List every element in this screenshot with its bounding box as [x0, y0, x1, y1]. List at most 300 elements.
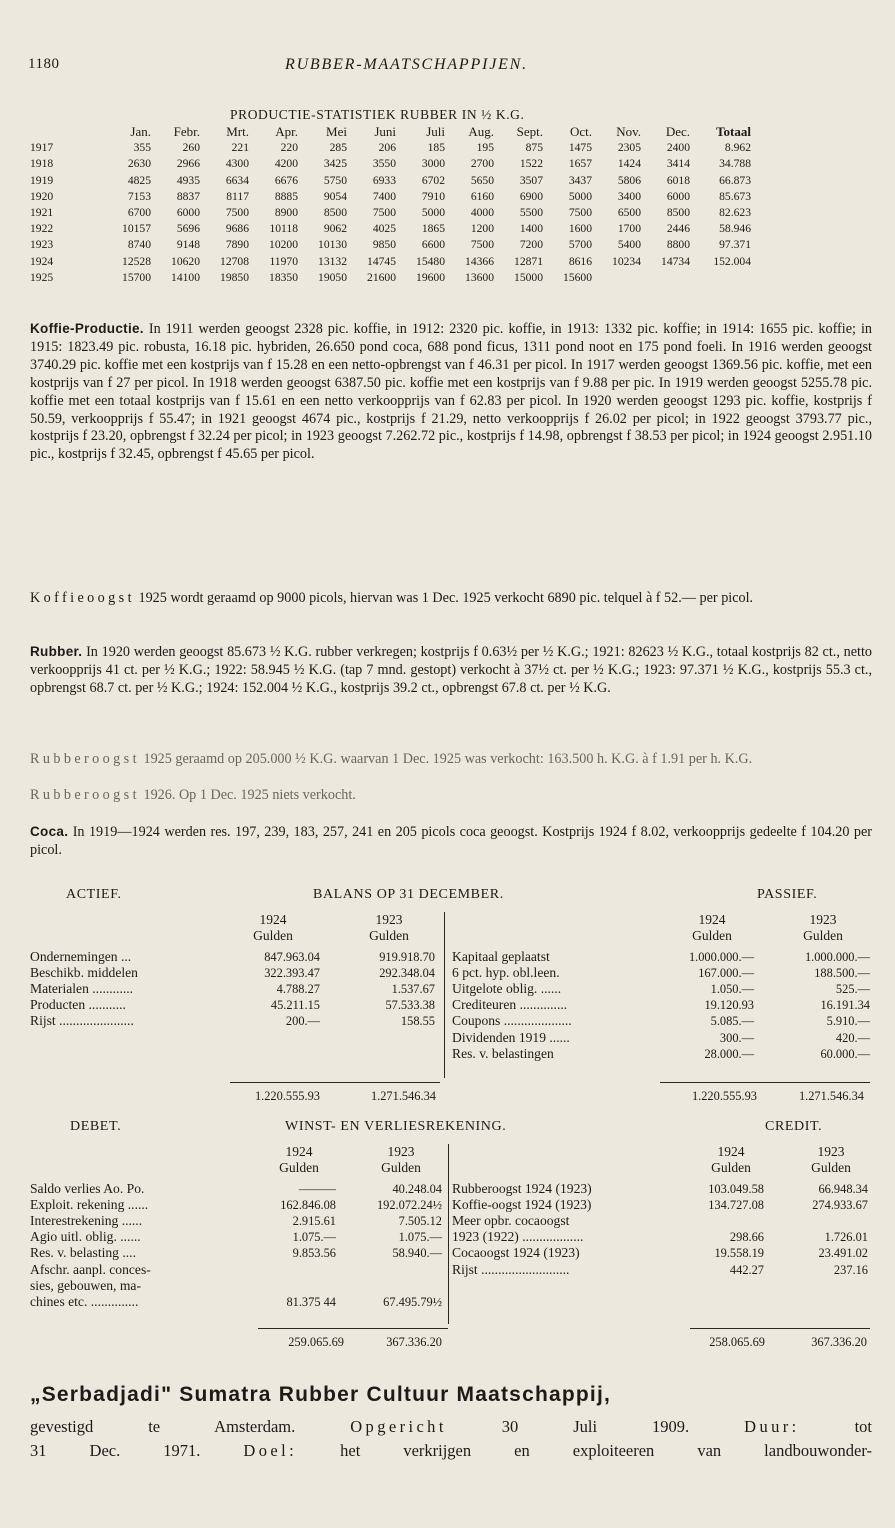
passief-row	[452, 981, 872, 997]
header-cell: Oct.	[569, 124, 592, 139]
value-cell: 152.004	[713, 254, 751, 268]
value-cell: 18350	[269, 270, 298, 284]
value-cell: 8900	[274, 206, 298, 220]
value-1923: 420.—	[835, 1030, 870, 1045]
value-1923: 57.533.38	[385, 998, 435, 1013]
value-1923: 7.505.12	[398, 1214, 442, 1229]
value-1924: 19.558.19	[714, 1246, 764, 1261]
rubber-label: Rubber.	[30, 644, 83, 659]
debet-row	[30, 1197, 450, 1213]
value-cell: 2966	[176, 157, 200, 171]
year-cell: 1918	[30, 157, 54, 171]
unit-label: Gulden	[711, 1160, 751, 1175]
value-cell: 9850	[372, 238, 396, 252]
value-1924: 1.075.—	[292, 1230, 336, 1245]
value-1924: ———	[298, 1182, 336, 1196]
winst-title: WINST- EN VERLIESREKENING.	[285, 1119, 507, 1134]
row-label: 6 pct. hyp. obl.leen.	[452, 965, 560, 981]
unit-label: Gulden	[253, 928, 293, 943]
rubberoogst-text-1: 1925 geraamd op 205.000 ½ K.G. waarvan 1 Dec. 1925 was verkocht: 163.500 h. K.G. à f 1.91 per h. K.G.	[139, 751, 753, 767]
value-cell: 2630	[127, 157, 151, 171]
koffie-paragraph	[30, 320, 872, 464]
row-label: Dividenden 1919 ......	[452, 1029, 570, 1045]
year-label: 1924	[717, 1144, 745, 1159]
debet-row	[30, 1262, 450, 1278]
debet-row	[30, 1229, 450, 1245]
value-cell: 2700	[470, 157, 494, 171]
value-1924: 298.66	[729, 1230, 764, 1245]
credit-row	[452, 1229, 872, 1245]
value-cell: 4200	[274, 157, 298, 171]
row-label: 1923 (1922) ..................	[452, 1229, 584, 1245]
value-1923: 274.933.67	[812, 1198, 868, 1213]
value-cell: 14734	[661, 254, 690, 268]
value-1923: 67.495.79½	[383, 1294, 442, 1309]
company-line2-b: het verkrijgen en exploiteeren van landbouwonder-	[297, 1441, 872, 1460]
value-cell: 7500	[372, 206, 396, 220]
value-cell: 6900	[519, 189, 543, 203]
winst-total-right-1924: 258.065.69	[709, 1335, 765, 1349]
value-cell: 19050	[318, 270, 347, 284]
value-cell: 1865	[421, 222, 445, 236]
koffie-label: Koffie-Productie.	[30, 321, 144, 336]
value-1923: 23.491.02	[818, 1246, 868, 1261]
value-1923: 192.072.24½	[376, 1198, 442, 1213]
year-cell: 1923	[30, 238, 54, 252]
value-cell: 8500	[666, 206, 690, 220]
value-1924: 2.915.61	[292, 1214, 336, 1229]
rubber-text: In 1920 werden geoogst 85.673 ½ K.G. rubber verkregen; kostprijs f 0.63½ per ½ K.G.; 1921: 82623 ½ K.G., totaal kostprijs 82 ct., netto verkoopprijs 41 ct. per ½ K.G.; 1922: 58.945 ½ K.G. (tap 7 mnd. gestopt) verkocht à 37½ ct. per ½ K.G.; 1923: 97.371 ½ K.G., kostprijs 55.3 ct., opbrengst 68.7 ct. per ½ K.G.; 1924: 152.004 ½ K.G., kostprijs 39.2 ct., opbrengst 67.8 ct. per ½ K.G.	[30, 644, 872, 696]
production-row	[30, 173, 751, 189]
balans-colhead-left-1923	[348, 912, 430, 944]
row-label: Meer opbr. cocaoogst	[452, 1213, 570, 1229]
value-1924: 442.27	[729, 1262, 764, 1277]
production-title: PRODUCTIE-STATISTIEK RUBBER IN ½ K.G.	[230, 107, 525, 122]
header-cell: Jan.	[130, 124, 151, 139]
value-cell: 2400	[666, 141, 690, 155]
value-cell: 260	[182, 141, 200, 155]
year-label: 1923	[375, 912, 403, 927]
value-cell: 14745	[367, 254, 396, 268]
unit-label: Gulden	[803, 928, 843, 943]
credit-row	[452, 1197, 872, 1213]
value-cell: 875	[525, 141, 543, 155]
value-1923: 292.348.04	[379, 966, 435, 981]
credit-row	[452, 1213, 872, 1229]
row-label: Rijst ..........................	[452, 1261, 570, 1277]
value-cell: 13132	[318, 254, 347, 268]
year-cell: 1925	[30, 270, 54, 284]
year-label: 1923	[809, 912, 837, 927]
value-cell: 10157	[122, 222, 151, 236]
value-cell: 8.962	[724, 141, 751, 155]
company-line1-spaced: Opgericht	[350, 1417, 447, 1436]
header-cell: Aug.	[468, 124, 494, 139]
credit-row	[452, 1181, 872, 1197]
value-1923: 1.537.67	[391, 982, 435, 997]
koffieoogst-paragraph	[30, 590, 872, 608]
value-cell: 10130	[318, 238, 347, 252]
row-label: Uitgelote oblig. ......	[452, 981, 562, 997]
year-cell: 1921	[30, 206, 54, 220]
value-1924: 103.049.58	[708, 1182, 764, 1196]
row-label: Kapitaal geplaatst	[452, 949, 550, 964]
year-cell: 1919	[30, 173, 54, 187]
value-cell: 2305	[617, 141, 641, 155]
value-1924: 200.—	[285, 1014, 320, 1029]
value-cell: 1522	[519, 157, 543, 171]
value-cell: 7153	[127, 189, 151, 203]
balans-total-left-1924: 1.220.555.93	[254, 1089, 320, 1103]
unit-label: Gulden	[692, 928, 732, 943]
value-cell: 6702	[421, 173, 445, 187]
value-cell: 5806	[617, 173, 641, 187]
company-heading: „Serbadjadi" Sumatra Rubber Cultuur Maatschappij,	[30, 1383, 612, 1406]
value-1924: 81.375 44	[286, 1294, 336, 1309]
value-cell: 195	[476, 141, 494, 155]
value-cell: 5000	[421, 206, 445, 220]
year-label: 1924	[285, 1144, 313, 1159]
winst-total-rule-right	[690, 1328, 870, 1329]
row-label: sies, gebouwen, ma-	[30, 1277, 141, 1293]
running-title: RUBBER-MAATSCHAPPIJEN.	[285, 56, 528, 73]
header-cell: Febr.	[173, 124, 200, 139]
value-1923: 16.191.34	[820, 998, 870, 1013]
rubberoogst-spaced-2: Rubberoogst	[30, 787, 140, 803]
value-cell: 185	[427, 141, 445, 155]
year-cell: 1922	[30, 222, 54, 236]
company-line1-c: tot	[799, 1417, 873, 1436]
winst-total-rule-left	[258, 1328, 448, 1329]
value-cell: 355	[133, 141, 151, 155]
winst-colhead-right-1923	[790, 1144, 872, 1176]
year-label: 1923	[817, 1144, 845, 1159]
value-cell: 4935	[176, 173, 200, 187]
credit-row	[452, 1245, 872, 1261]
row-label: Cocaoogst 1924 (1923)	[452, 1245, 580, 1261]
value-cell: 15480	[416, 254, 445, 268]
row-label: Producten ...........	[30, 997, 126, 1013]
value-cell: 6160	[470, 189, 494, 203]
debet-row	[30, 1245, 450, 1261]
production-row	[30, 270, 751, 286]
balans-divider	[444, 912, 445, 1078]
value-cell: 3507	[519, 173, 543, 187]
value-cell: 6018	[666, 173, 690, 187]
passief-row	[452, 997, 872, 1013]
production-table	[30, 124, 751, 286]
value-1923: 919.918.70	[379, 950, 435, 964]
balans-colhead-right-1923	[782, 912, 864, 944]
balans-total-rule-left	[230, 1082, 440, 1083]
value-1924: 167.000.—	[698, 966, 754, 981]
year-label: 1924	[259, 912, 287, 927]
value-cell	[641, 270, 690, 286]
value-cell	[690, 270, 751, 286]
passief-row	[452, 965, 872, 981]
value-1924: 45.211.15	[270, 998, 320, 1013]
value-cell: 9054	[323, 189, 347, 203]
actief-row	[30, 981, 435, 997]
koffieoogst-spaced: Koffieoogst	[30, 590, 135, 606]
value-cell: 4825	[127, 173, 151, 187]
value-1923: 525.—	[835, 982, 870, 997]
passief-row	[452, 1046, 872, 1062]
row-label: Res. v. belasting ....	[30, 1245, 136, 1261]
value-1924: 5.085.—	[710, 1014, 754, 1029]
production-header-row	[30, 124, 751, 140]
winst-total-right-1923: 367.336.20	[811, 1335, 867, 1349]
winst-colhead-left-1924	[258, 1144, 340, 1176]
header-cell: Mei	[326, 124, 347, 139]
company-line-2	[30, 1440, 872, 1462]
value-cell: 8500	[323, 206, 347, 220]
company-line1-b: 30 Juli 1909.	[446, 1417, 690, 1436]
row-label: Exploit. rekening ......	[30, 1197, 149, 1213]
value-cell: 19600	[416, 270, 445, 284]
row-label: chines etc. ..............	[30, 1293, 139, 1309]
debet-row	[30, 1294, 450, 1310]
value-cell: 10118	[269, 222, 298, 236]
value-1923: 40.248.04	[392, 1182, 442, 1196]
actief-row	[30, 949, 435, 965]
value-cell: 19850	[220, 270, 249, 284]
value-cell: 21600	[367, 270, 396, 284]
header-cell: Dec.	[665, 124, 690, 139]
value-cell: 7500	[225, 206, 249, 220]
unit-label: Gulden	[381, 1160, 421, 1175]
value-cell: 5700	[568, 238, 592, 252]
value-cell: 6933	[372, 173, 396, 187]
header-cell: Juni	[374, 124, 396, 139]
balans-colhead-right-1924	[671, 912, 753, 944]
value-cell: 3000	[421, 157, 445, 171]
koffie-text: In 1911 werden geoogst 2328 pic. koffie, in 1912: 2320 pic. koffie, in 1913: 1332 pic. koffie; in 1914: 1655 pic. koffie; in 1915: 1823.49 pic. robusta, 16.18 pic. hybriden, 26.650 pond coca, 688 pond ficus, 1311 pond noot en 175 pond foeli. In 1916 werden geoogst 3740.29 pic. koffie met een kostprijs van f 15.28 en een netto-opbrengst van f 46.31 per picol. In 1917 werden geoogst 1369.56 pic. koffie, met een kostprijs van f 27 per picol. In 1918 werden geoogst 6387.50 pic. koffie met een kostprijs van f 9.88 per pic. In 1919 werden geoogst 5255.78 pic. koffie met een totaal kostprijs van f 15.61 en een netto verkoopprijs van f 62.83 per picol. In 1920 werden geoogst 1293 pic. koffie, kostprijs f 50.59, verkoopprijs f 55.47; in 1921 geoogst 4674 pic., kostprijs f 21.29, netto verkoopprijs f 26.02 per picol; in 1922 geoogst 3793.77 pic., kostprijs f 23.20, opbrengst f 32.24 per picol; in 1923 geoogst 7.262.72 pic., kostprijs f 14.98, opbrengst f 38.53 per picol; in 1924 geoogst 2.951.10 pic., kostprijs f 32.45, opbrengst f 45.65 per picol.	[30, 321, 872, 463]
header-cell-year	[30, 124, 102, 140]
rubberoogst-paragraph-1	[30, 751, 872, 769]
production-row	[30, 140, 751, 156]
value-cell: 7500	[470, 238, 494, 252]
value-cell: 3437	[568, 173, 592, 187]
unit-label: Gulden	[369, 928, 409, 943]
unit-label: Gulden	[279, 1160, 319, 1175]
value-1923: 188.500.—	[814, 966, 870, 981]
rubberoogst-spaced-1: Rubberoogst	[30, 751, 140, 767]
company-line2-a: 31 Dec. 1971.	[30, 1441, 201, 1460]
winst-divider	[448, 1144, 449, 1324]
value-cell: 7400	[372, 189, 396, 203]
value-cell: 14100	[171, 270, 200, 284]
page-header	[30, 56, 870, 78]
value-cell: 15000	[514, 270, 543, 284]
value-1924: 19.120.93	[704, 998, 754, 1013]
row-label: Beschikb. middelen	[30, 965, 138, 981]
winst-colhead-left-1923	[360, 1144, 442, 1176]
value-1924: 322.393.47	[264, 966, 320, 981]
value-cell: 9148	[176, 238, 200, 252]
production-row	[30, 237, 751, 253]
value-cell: 5500	[519, 206, 543, 220]
value-1923: 1.075.—	[398, 1230, 442, 1245]
passief-row	[452, 1030, 872, 1046]
value-cell: 5650	[470, 173, 494, 187]
balans-total-right-1924: 1.220.555.93	[691, 1089, 757, 1103]
year-cell: 1924	[30, 254, 54, 268]
row-label: Res. v. belastingen	[452, 1045, 554, 1061]
value-1924: 9.853.56	[292, 1246, 336, 1261]
passief-row	[452, 949, 872, 965]
winst-colhead-right-1924	[690, 1144, 772, 1176]
value-cell: 85.673	[719, 189, 751, 203]
credit-row	[452, 1262, 872, 1278]
row-label: Coupons ....................	[452, 1013, 572, 1029]
rubber-paragraph	[30, 643, 872, 698]
company-line1-spaced2: Duur:	[744, 1417, 800, 1436]
coca-label: Coca.	[30, 824, 69, 839]
value-cell: 7910	[421, 189, 445, 203]
winst-total-left-1923: 367.336.20	[386, 1335, 442, 1349]
value-cell: 10234	[612, 254, 641, 268]
actief-row	[30, 965, 435, 981]
value-cell: 3414	[666, 157, 690, 171]
row-label: Afschr. aanpl. conces-	[30, 1261, 151, 1277]
row-label: Rijst ......................	[30, 1013, 134, 1029]
row-label: Agio uitl. oblig. ......	[30, 1229, 141, 1245]
value-1923: 60.000.—	[820, 1046, 870, 1061]
rubberoogst-text-2: 1926. Op 1 Dec. 1925 niets verkocht.	[139, 787, 356, 803]
value-cell: 12871	[514, 254, 543, 268]
value-cell: 7890	[225, 238, 249, 252]
value-cell: 5696	[176, 222, 200, 236]
value-cell: 206	[378, 141, 396, 155]
debet-row	[30, 1278, 450, 1294]
unit-label: Gulden	[811, 1160, 851, 1175]
value-cell: 4300	[225, 157, 249, 171]
company-line2-spaced: Doel:	[243, 1441, 298, 1460]
value-cell: 6500	[617, 206, 641, 220]
value-cell: 1424	[617, 157, 641, 171]
value-cell: 1700	[617, 222, 641, 236]
value-cell: 1400	[519, 222, 543, 236]
company-line1-a: gevestigd te Amsterdam.	[30, 1417, 296, 1436]
value-cell: 10200	[269, 238, 298, 252]
balans-title: BALANS OP 31 DECEMBER.	[313, 887, 504, 902]
value-cell: 10620	[171, 254, 200, 268]
balans-colhead-left-1924	[232, 912, 314, 944]
passief-row	[452, 1013, 872, 1029]
value-cell: 220	[280, 141, 298, 155]
actief-row	[30, 1013, 435, 1029]
value-1924: 300.—	[719, 1030, 754, 1045]
value-cell: 66.873	[719, 173, 751, 187]
value-cell: 97.371	[719, 238, 751, 252]
value-1924: 847.963.04	[264, 950, 320, 964]
value-cell: 15700	[122, 270, 151, 284]
year-label: 1923	[387, 1144, 415, 1159]
value-cell: 13600	[465, 270, 494, 284]
value-cell: 58.946	[719, 222, 751, 236]
winst-credit-title: CREDIT.	[765, 1119, 823, 1134]
value-cell: 221	[231, 141, 249, 155]
value-1923: 1.726.01	[824, 1230, 868, 1245]
production-row	[30, 221, 751, 237]
coca-paragraph	[30, 823, 872, 860]
row-label: Rubberoogst 1924 (1923)	[452, 1181, 592, 1196]
value-1924: 1.000.000.—	[688, 950, 754, 964]
value-cell: 8117	[226, 189, 249, 203]
value-cell: 8837	[176, 189, 200, 203]
balans-actief-title: ACTIEF.	[66, 887, 122, 902]
production-row	[30, 189, 751, 205]
value-cell: 3550	[372, 157, 396, 171]
header-cell: Mrt.	[226, 124, 249, 139]
row-label: Koffie-oogst 1924 (1923)	[452, 1197, 592, 1213]
value-cell: 285	[329, 141, 347, 155]
year-cell: 1920	[30, 189, 54, 203]
value-1924: 28.000.—	[704, 1046, 754, 1061]
value-cell: 9062	[323, 222, 347, 236]
row-label: Saldo verlies Ao. Po.	[30, 1181, 145, 1196]
balans-total-rule-right	[660, 1082, 870, 1083]
value-1924: 134.727.08	[708, 1198, 764, 1213]
value-cell: 6600	[421, 238, 445, 252]
value-cell: 14366	[465, 254, 494, 268]
value-cell: 4000	[470, 206, 494, 220]
year-cell: 1917	[30, 141, 54, 155]
production-row	[30, 205, 751, 221]
value-cell: 1475	[568, 141, 592, 155]
value-cell: 3425	[323, 157, 347, 171]
header-cell: Juli	[426, 124, 445, 139]
value-cell: 8800	[666, 238, 690, 252]
value-cell: 5400	[617, 238, 641, 252]
value-cell: 12708	[220, 254, 249, 268]
value-cell: 6634	[225, 173, 249, 187]
row-label: Materialen ............	[30, 981, 134, 997]
value-cell: 2446	[666, 222, 690, 236]
value-cell: 1600	[568, 222, 592, 236]
value-1924: 1.050.—	[710, 982, 754, 997]
value-cell: 7200	[519, 238, 543, 252]
balans-passief-title: PASSIEF.	[757, 887, 818, 902]
row-label: Ondernemingen ...	[30, 949, 132, 964]
value-cell: 5750	[323, 173, 347, 187]
balans-total-left-1923: 1.271.546.34	[370, 1089, 436, 1103]
value-1924: 162.846.08	[280, 1198, 336, 1213]
value-1923: 66.948.34	[818, 1182, 868, 1196]
value-1923: 58.940.—	[392, 1246, 442, 1261]
value-1923: 158.55	[400, 1014, 435, 1029]
value-cell: 82.623	[719, 206, 751, 220]
winst-debet-title: DEBET.	[70, 1119, 122, 1134]
rubberoogst-paragraph-2	[30, 787, 872, 805]
value-cell: 6700	[127, 206, 151, 220]
debet-row	[30, 1181, 450, 1197]
value-cell: 5000	[568, 189, 592, 203]
value-cell: 3400	[617, 189, 641, 203]
value-cell: 15600	[563, 270, 592, 284]
actief-row	[30, 997, 435, 1013]
winst-total-left-1924: 259.065.69	[288, 1335, 344, 1349]
balans-total-right-1923: 1.271.546.34	[798, 1089, 864, 1103]
value-cell: 6000	[666, 189, 690, 203]
value-cell: 6676	[274, 173, 298, 187]
debet-row	[30, 1213, 450, 1229]
page-number: 1180	[28, 56, 60, 72]
value-cell: 6000	[176, 206, 200, 220]
company-line-1	[30, 1416, 872, 1438]
value-cell: 4025	[372, 222, 396, 236]
